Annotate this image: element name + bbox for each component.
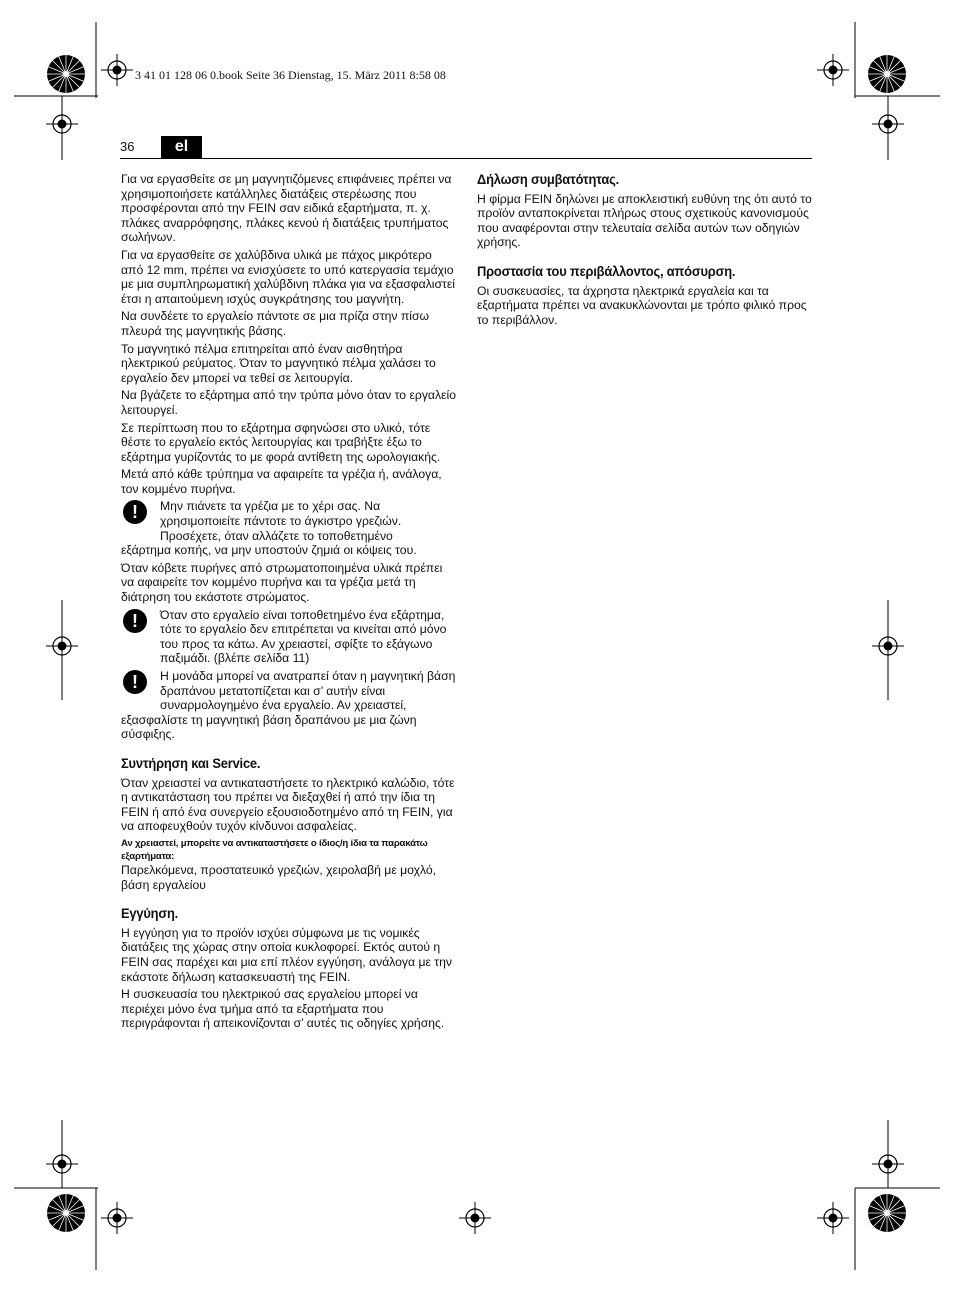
paragraph-replaceable-intro: Αν χρειαστεί, μπορείτε να αντικαταστήσετε ο ίδιος/η ίδια τα παρακάτω εξαρτήματα: — [121, 837, 428, 862]
paragraph-remove-tool: Να βγάζετε το εξάρτημα από την τρύπα μόνο όταν το εργαλείο λειτουργεί. — [121, 388, 456, 417]
language-tab: el — [161, 136, 202, 158]
paragraph-thin-steel: Για να εργασθείτε σε χαλύβδινα υλικά με πάχος μικρότερο από 12 mm, πρέπει να ενισχύσετε το υπό κατεργασία τεμάχιο με μια συμπληρωματική χαλύβδινη πλάκα για να εξασφαλιστεί έτσι η απαιτούμενη ισχύς συγκράτησης του μαγνήτη. — [121, 247, 455, 306]
page-number: 36 — [120, 139, 135, 154]
paragraph-replaceable-parts: Παρελκόμενα, προστατευικό γρεζιών, χειρολαβή με μοχλό, βάση εργαλείου — [121, 862, 437, 892]
warning-icon: ! — [123, 670, 147, 694]
paragraph-jammed: Σε περίπτωση που το εξάρτημα σφηνώσει στο υλικό, τότε θέστε το εργαλείο εκτός λειτουργίας και τραβήξτε έξω το εξάρτημα γυρίζοντάς το με φορά αντίθετη της ωρολογιακής. — [121, 420, 441, 464]
heading-service: Συντήρηση και Service. — [121, 754, 261, 771]
paragraph-warranty: Η εγγύηση για το προϊόν ισχύει σύμφωνα με τις νομικές διατάξεις της χώρας στην οποία κυκλοφορεί. Εκτός αυτού η FEIN σας παρέχει και μια επί πλέον εγγύηση, ανάλογα με την εκάστοτε δήλωση κατασκευαστή της FEIN. — [121, 925, 452, 984]
paragraph-chips: Μετά από κάθε τρύπημα να αφαιρείτε τα γρέζια ή, ανάλογα, τον κομμένο πυρήνα. — [121, 467, 442, 496]
paragraph-socket: Να συνδέετε το εργαλείο πάντοτε σε μια πρίζα στην πίσω πλευρά της μαγνητικής βάσης. — [121, 309, 430, 338]
paragraph-sensor: Το μαγνητικό πέλμα επιτηρείται από έναν αισθητήρα ηλεκτρικού ρεύματος. Όταν το μαγνητικό πέλμα χαλάσει το εργαλείο δεν μπορεί να τεθεί σε λειτουργία. — [121, 341, 436, 385]
heading-environment: Προστασία του περιβάλλοντος, απόσυρση. — [477, 262, 736, 279]
paragraph-cutter-change: εξάρτημα κοπής, να μην υποστούν ζημιά οι κόψεις του. — [121, 543, 417, 558]
warning-text: Προσέχετε, όταν αλλάζετε το τοποθετημένο — [160, 528, 393, 543]
paragraph-conformity: Η φίρμα FEIN δηλώνει με αποκλειστική ευθύνη της ότι αυτό το προϊόν ανταποκρίνεται πλήρως στους σχετικούς κανονισμούς που αναφέρονται στην τελευταία σελίδα αυτών των οδηγιών χρήσης. — [477, 191, 812, 250]
book-info-line: 3 41 01 128 06 0.book Seite 36 Dienstag, 15. März 2011 8:58 08 — [135, 68, 446, 82]
header-rule — [120, 158, 812, 159]
heading-warranty: Εγγύηση. — [121, 905, 179, 922]
warning-text: Μην πιάνετε τα γρέζια με το χέρι σας. Να χρησιμοποιείτε πάντοτε το άγκιστρο γρεζιών. — [160, 499, 402, 529]
warning-text: Όταν στο εργαλείο είναι τοποθετημένο ένα εξάρτημα, τότε το εργαλείο δεν επιτρέπεται να κινείται από μόνο του προς τα κάτω. Αν χρειαστεί, σφίξτε το εξάγωνο παξιμάδι. (βλέπε σελίδα 11) — [160, 607, 447, 666]
right-column — [477, 172, 812, 330]
paragraph-cable: Όταν χρειαστεί να αντικαταστήσετε το ηλεκτρικό καλώδιο, τότε η αντικατάσταση του πρέπει να διεξαχθεί ή από την ίδια τη FEIN ή από ένα συνεργείο εξουσιοδοτημένο από τη FEIN, για να αποφευχθούν τυχόν κίνδυνοι ασφαλείας. — [121, 775, 455, 834]
paragraph-environment: Οι συσκευασίες, τα άχρηστα ηλεκτρικά εργαλεία και τα εξαρτήματα πρέπει να ανακυκλώνονται με τρόπο φιλικό προς το περιβάλλον. — [477, 283, 807, 327]
paragraph-nonmagnetic: Για να εργασθείτε σε μη μαγνητιζόμενες επιφάνειες πρέπει να χρησιμοποιήσετε κατάλληλες διατάξεις στερέωσης που προσφέρονται από την FEIN σαν ειδικά εξαρτήματα, π. χ. πλάκες αναρρόφησης, πλάκες κενού ή διατάξεις τρυπήματος σωλήνων. — [121, 172, 452, 245]
warning-chips — [121, 499, 456, 543]
heading-conformity: Δήλωση συμβατότητας. — [477, 171, 620, 187]
warning-text: Η μονάδα μπορεί να ανατραπεί όταν η μαγνητική βάση δραπάνου μετατοπίζεται και σ’ αυτήν είναι συναρμολογημένο ένα εργαλείο. Αν χρειαστεί, — [160, 669, 456, 713]
paragraph-packaging: Η συσκευασία του ηλεκτρικού σας εργαλείου μπορεί να περιέχει μόνο ένα τμήμα από τα εξαρτήματα που περιγράφονται ή απεικονίζονται σ’ αυτές τις οδηγίες χρήσης. — [121, 987, 445, 1031]
warning-feed — [121, 608, 456, 666]
left-column — [121, 172, 456, 1034]
paragraph-layered: Όταν κόβετε πυρήνες από στρωματοποιημένα υλικά πρέπει να αφαιρείτε τον κομμένο πυρήνα και τα γρέζια μετά τη διάτρηση του εκάστοτε στρώματος. — [121, 560, 443, 605]
warning-tip-over — [121, 669, 456, 713]
paragraph-strap: εξασφαλίστε τη μαγνητική βάση δραπάνου με μια ζώνη σύσφιξης. — [121, 712, 417, 742]
warning-icon: ! — [123, 609, 147, 633]
warning-icon: ! — [123, 500, 147, 524]
